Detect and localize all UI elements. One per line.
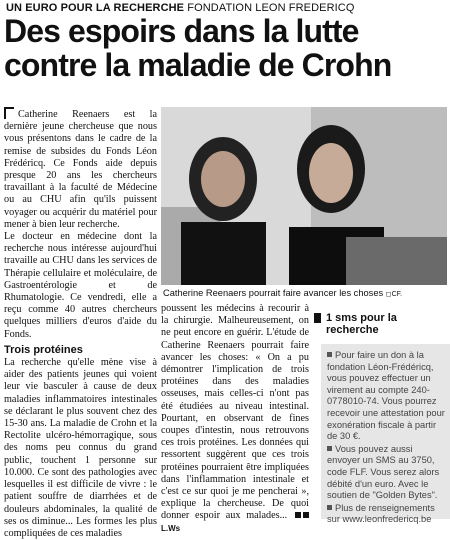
kicker-rest: FONDATION LEON FREDERICQ — [187, 2, 355, 14]
sidebar-item-text: Plus de renseignements sur www.leonfredericq.be — [327, 502, 435, 525]
sidebar-item-text: Pour faire un don à la fondation Léon-Frédéricq, vous pouvez effectuer un virement au compte 240-0778010-74. Vous pourrez recevoir une attestation pour exonération fiscale à partir de 30 €. — [327, 350, 445, 442]
sidebar-body — [321, 344, 450, 525]
photo-credit-text: CF. — [391, 291, 403, 298]
middle-text-body: poussent les médecins à recourir à la chirurgie. Malheureusement, on ne peut encore en guérir. L'étude de Catherine Reenaers pourrait faire avancer les choses: « On a pu démontrer l'implication de trois protéines dans des maladies osseuses, mais celles-ci n'ont pas été étudiées au niveau intestinal. Pourtant, en observant de fines coupes d'intestin, nous retrouvons ces trois protéines. Les données qui ressortent suggèrent que ces trois protéines pourraient être impliquées dans l'inflammation intestinale et c'est ce sur quoi je me pencherai », explique la chercheuse. De quoi donner espoir aux malades... — [161, 303, 309, 522]
title-mark-icon — [314, 313, 321, 323]
sidebar-box — [314, 312, 450, 525]
photo — [161, 107, 447, 285]
left-para-3: La recherche qu'elle mène vise à aider des patients jeunes qui voient leur vie basculer à cause de deux maladies inflammatoires intestinales se déclarant le plus souvent chez des 15-30 ans. La maladie de Crohn et la Rectolite ulcéro-hémorragique, sous des noms peu connus du grand public, touchent 1 personne sur 10.000. Ce sont des pathologies avec lesquelles il est difficile de vivre : le patient souffre de diarrhées et de douleurs abdominales, la qualité de ses os diminue... Les formes les plus compliquées de ces maladies — [4, 357, 157, 539]
sidebar-item-text: Vous pouvez aussi envoyer un SMS au 3750, code FLF. Vous serez alors débité d'un euro. Avec le soutien de "Golden Bytes". — [327, 443, 440, 501]
sidebar-item — [327, 444, 446, 502]
headline-line-1: Des espoirs dans la lutte — [4, 13, 359, 49]
sidebar-title-text: 1 sms pour la recherche — [326, 312, 397, 336]
end-square-icon — [295, 512, 301, 518]
end-square-icon — [303, 512, 309, 518]
caption-text: Catherine Reenaers pourrait faire avancer les choses — [163, 288, 384, 298]
paragraph-mark-icon — [4, 107, 14, 119]
kicker-bold: UN EURO POUR LA RECHERCHE — [6, 2, 185, 14]
photo-caption — [163, 288, 447, 298]
photo-credit: ◻CF. — [385, 291, 403, 298]
left-para-1 — [4, 107, 157, 231]
sidebar-item — [327, 503, 446, 526]
bullet-icon — [327, 446, 332, 451]
subhead: Trois protéines — [4, 343, 83, 356]
sidebar-title — [314, 312, 450, 336]
middle-column — [161, 303, 309, 535]
left-column — [4, 107, 157, 540]
left-para-1-text: Catherine Reenaers est la dernière jeune chercheuse que nous vous présentons dans le cadre de la remise de subsides du Fonds Léon Frédéricq. Ce Fonds aide depuis presque 20 ans les chercheurs travaillant à la faculté de Médecine ou au CHU afin qu'ils puissent voyager ou acquérir du matériel pour mener à bien leur recherche. — [4, 109, 157, 230]
signature-text: L.Ws — [161, 523, 181, 533]
bullet-icon — [327, 505, 332, 510]
middle-text — [161, 303, 309, 535]
photo-illustration — [161, 107, 447, 285]
bullet-icon — [327, 352, 332, 357]
left-para-2: Le docteur en médecine dont la recherche nous intéresse aujourd'hui travaille au CHU dans les services de Thérapie cellulaire et moléculaire, de Gastroentérologie et de Rhumatologie. Ce vendredi, elle a reçu comme 40 autres chercheurs quelques milliers d'euros d'aide du Fonds. — [4, 231, 157, 340]
headline-line-2: contre la maladie de Crohn — [4, 47, 392, 83]
sidebar-item — [327, 350, 446, 443]
headline — [4, 14, 448, 82]
